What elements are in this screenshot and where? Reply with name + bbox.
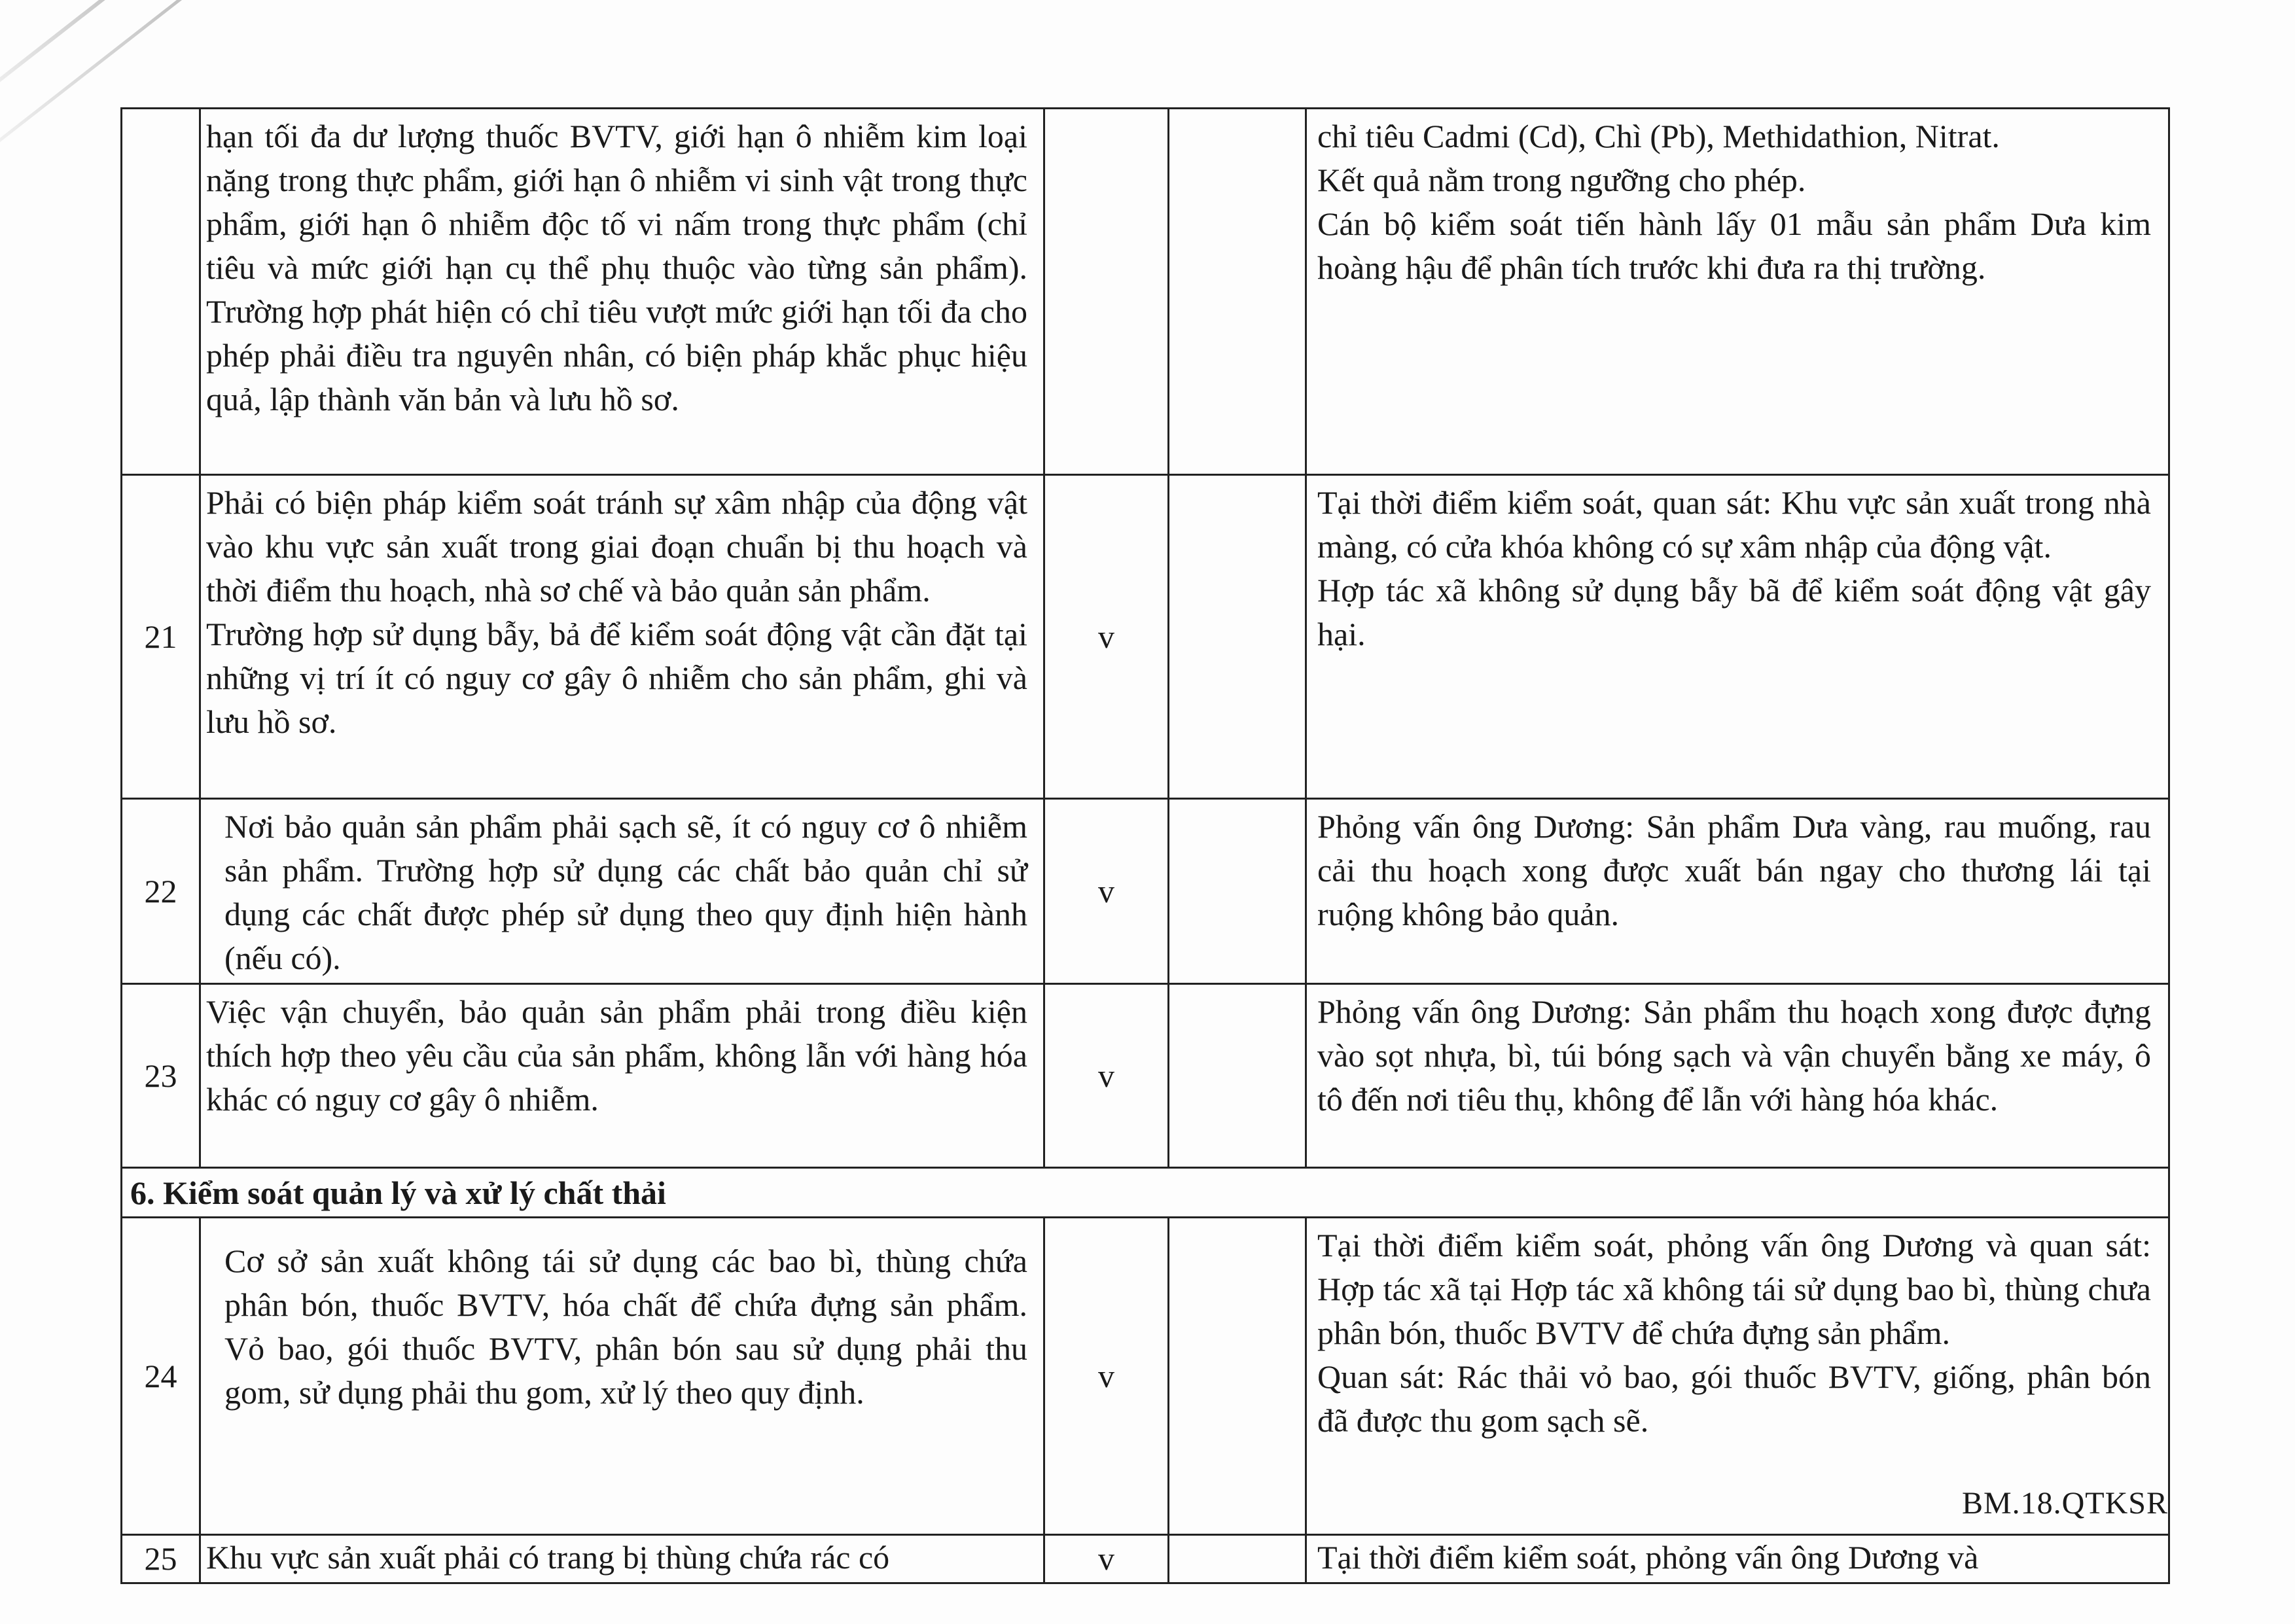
table-row <box>122 475 2169 799</box>
result-line: Hợp tác xã không sử dụng bẫy bã để kiểm soát động vật gây hại. <box>1317 572 2151 652</box>
requirement-cell <box>200 109 1044 475</box>
table-row <box>122 109 2169 475</box>
result-line: Phỏng vấn ông Dương: Sản phẩm Dưa vàng, rau muống, rau cải thu hoạch xong được xuất bán ngay cho thương lái tại ruộng không bảo quản. <box>1317 808 2151 932</box>
result-line: chỉ tiêu Cadmi (Cd), Chì (Pb), Methidathion, Nitrat. <box>1317 118 2000 154</box>
blank-cell <box>1169 799 1306 984</box>
row-number: 23 <box>122 984 200 1168</box>
blank-cell <box>1169 984 1306 1168</box>
requirement-text: Phải có biện pháp kiểm soát tránh sự xâm nhập của động vật vào khu vực sản xuất trong giai đoạn chuẩn bị thu hoạch và thời điểm thu hoạch, nhà sơ chế và bảo quản sản phẩm. <box>206 484 1027 609</box>
table-row <box>122 984 2169 1168</box>
blank-cell <box>1169 1218 1306 1535</box>
scan-fold-mark <box>0 0 243 101</box>
table-row <box>122 1218 2169 1535</box>
result-line: Kết quả nằm trong ngưỡng cho phép. <box>1317 162 1806 198</box>
requirement-cell <box>200 984 1044 1168</box>
check-cell <box>1044 109 1169 475</box>
check-cell: v <box>1044 984 1169 1168</box>
requirement-cell <box>200 1218 1044 1535</box>
check-cell: v <box>1044 1218 1169 1535</box>
result-line: Quan sát: Rác thải vỏ bao, gói thuốc BVTV, giống, phân bón đã được thu gom sạch sẽ. <box>1317 1358 2151 1439</box>
blank-cell <box>1169 109 1306 475</box>
requirement-text: Nơi bảo quản sản phẩm phải sạch sẽ, ít có nguy cơ ô nhiễm sản phẩm. Trường hợp sử dụng các chất bảo quản chỉ sử dụng các chất được phép sử dụng theo quy định hiện hành (nếu có). <box>224 808 1027 976</box>
check-cell: v <box>1044 799 1169 984</box>
blank-cell <box>1169 1535 1306 1583</box>
requirement-text: hạn tối đa dư lượng thuốc BVTV, giới hạn ô nhiễm kim loại nặng trong thực phẩm, giới hạn ô nhiễm vi sinh vật trong thực phẩm, giới hạn ô nhiễm độc tố vi nấm trong thực phẩm (chỉ tiêu và mức giới hạn cụ thể phụ thuộc vào từng sản phẩm). Trường hợp phát hiện có chỉ tiêu vượt mức giới hạn tối đa cho phép phải điều tra nguyên nhân, có biện pháp khắc phục hiệu quả, lập thành văn bản và lưu hồ sơ. <box>206 118 1027 417</box>
result-line: Tại thời điểm kiểm soát, phỏng vấn ông Dương và quan sát: Hợp tác xã tại Hợp tác xã không tái sử dụng bao bì, thùng chưa phân bón, thuốc BVTV để chứa đựng sản phẩm. <box>1317 1227 2151 1351</box>
row-number <box>122 109 200 475</box>
row-number: 25 <box>122 1535 200 1583</box>
check-cell: v <box>1044 475 1169 799</box>
check-cell: v <box>1044 1535 1169 1583</box>
form-code: BM.18.QTKSR <box>1961 1486 2168 1521</box>
section-title: 6. Kiểm soát quản lý và xử lý chất thải <box>122 1168 2169 1218</box>
table-row <box>122 799 2169 984</box>
table-row <box>122 1535 2169 1583</box>
requirement-text: Việc vận chuyển, bảo quản sản phẩm phải trong điều kiện thích hợp theo yêu cầu của sản phẩm, không lẫn với hàng hóa khác có nguy cơ gây ô nhiễm. <box>206 993 1027 1118</box>
requirement-cell <box>200 1535 1044 1583</box>
result-line: Phỏng vấn ông Dương: Sản phẩm thu hoạch xong được đựng vào sọt nhựa, bì, túi bóng sạch và vận chuyển bằng xe máy, ô tô đến nơi tiêu thụ, không để lẫn với hàng hóa khác. <box>1317 993 2151 1118</box>
result-cell <box>1306 109 2169 475</box>
requirement-text: Khu vực sản xuất phải có trang bị thùng chứa rác có <box>206 1539 890 1576</box>
requirement-text: Cơ sở sản xuất không tái sử dụng các bao bì, thùng chứa phân bón, thuốc BVTV, hóa chất để chứa đựng sản phẩm. Vỏ bao, gói thuốc BVTV, phân bón sau sử dụng phải thu gom, sử dụng phải thu gom, xử lý theo quy định. <box>224 1243 1027 1411</box>
result-line: Cán bộ kiểm soát tiến hành lấy 01 mẫu sản phẩm Dưa kim hoàng hậu để phân tích trước khi đưa ra thị trường. <box>1317 205 2151 286</box>
requirement-text: Trường hợp sử dụng bẫy, bả để kiểm soát động vật cần đặt tại những vị trí ít có nguy cơ gây ô nhiễm cho sản phẩm, ghi và lưu hồ sơ. <box>206 616 1027 740</box>
row-number: 21 <box>122 475 200 799</box>
result-cell <box>1306 1535 2169 1583</box>
inspection-table <box>120 107 2170 1584</box>
result-line: Tại thời điểm kiểm soát, phỏng vấn ông Dương và <box>1317 1539 1979 1576</box>
blank-cell <box>1169 475 1306 799</box>
result-cell <box>1306 984 2169 1168</box>
result-cell <box>1306 475 2169 799</box>
row-number: 22 <box>122 799 200 984</box>
section-header-row <box>122 1168 2169 1218</box>
result-cell <box>1306 799 2169 984</box>
row-number: 24 <box>122 1218 200 1535</box>
result-line: Tại thời điểm kiểm soát, quan sát: Khu vực sản xuất trong nhà màng, có cửa khóa không có sự xâm nhập của động vật. <box>1317 484 2151 565</box>
requirement-cell <box>200 799 1044 984</box>
requirement-cell <box>200 475 1044 799</box>
